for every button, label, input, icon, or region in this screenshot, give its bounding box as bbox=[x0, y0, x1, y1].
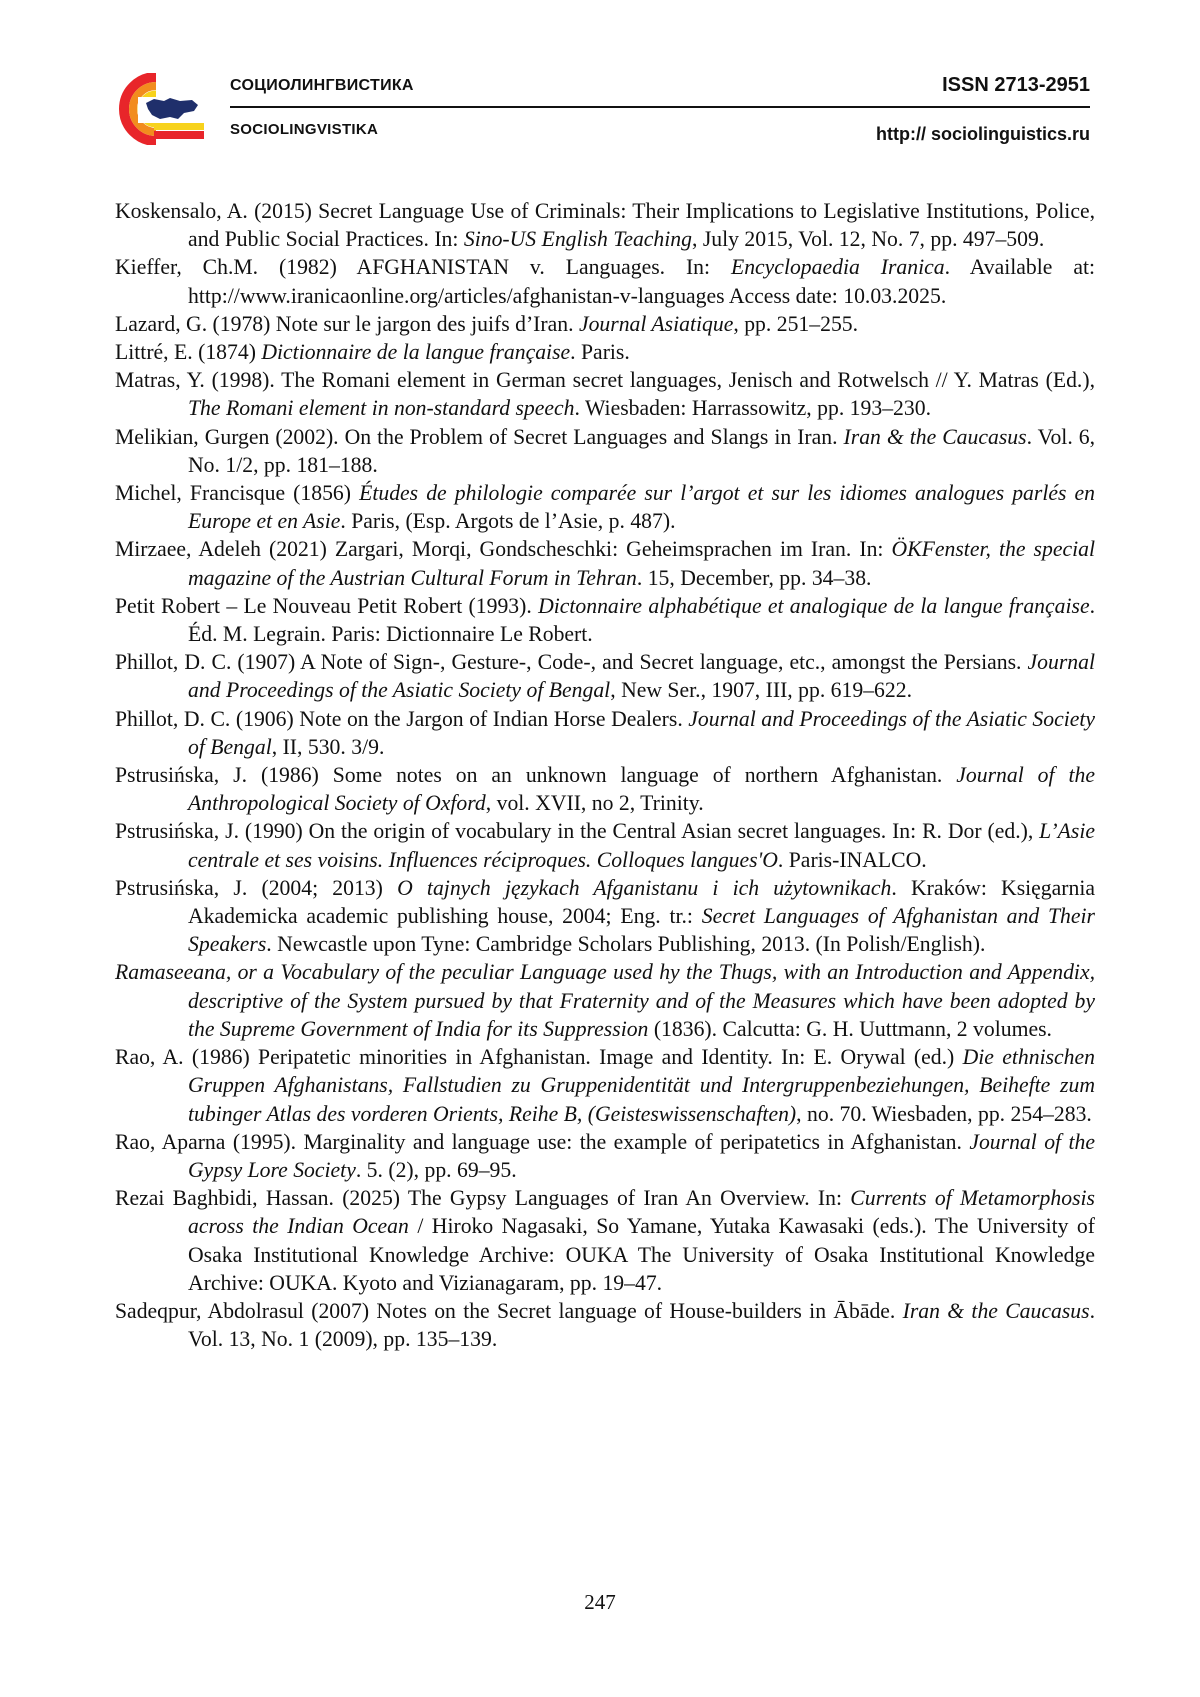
reference-title: Journal and Proceedings of the Asiatic Society of Bengal bbox=[188, 650, 1095, 703]
reference-entry bbox=[115, 761, 1095, 817]
reference-title: O tajnych językach Afganistanu i ich użytownikach bbox=[397, 875, 892, 900]
reference-entry bbox=[115, 535, 1095, 591]
reference-text: . 15, December, pp. 34–38. bbox=[636, 565, 872, 590]
reference-text: . Paris. bbox=[570, 340, 630, 365]
reference-text: Pstrusińska, J. (1986) Some notes on an unknown language of northern Afghanistan. bbox=[115, 763, 957, 788]
reference-text: . Vol. 13, No. 1 (2009), pp. 135–139. bbox=[188, 1298, 1095, 1352]
journal-url[interactable]: http:// sociolinguistics.ru bbox=[875, 124, 1090, 144]
reference-title: L’Asie centrale et ses voisins. Influences réciproques. Colloques langues'O bbox=[188, 819, 1095, 872]
reference-entry bbox=[115, 197, 1095, 253]
reference-entry bbox=[115, 592, 1095, 648]
reference-text: Rao, Aparna (1995). Marginality and language use: the example of peripatetics in Afghanistan. bbox=[115, 1129, 970, 1154]
header-divider bbox=[230, 106, 1090, 108]
reference-title: Sino-US English Teaching bbox=[463, 227, 692, 252]
reference-text: Sadeqpur, Abdolrasul (2007) Notes on the Secret language of House-builders in Ābāde. bbox=[115, 1298, 903, 1323]
reference-title: Currents of Metamorphosis across the Indian Ocean bbox=[188, 1186, 1095, 1239]
reference-entry bbox=[115, 338, 1095, 366]
reference-title: ÖKFenster, the special magazine of the Austrian Cultural Forum in Tehran bbox=[188, 537, 1095, 590]
reference-entry bbox=[115, 817, 1095, 873]
issn-label: ISSN 2713-2951 bbox=[942, 74, 1090, 96]
reference-entry bbox=[115, 1297, 1095, 1353]
reference-text: Phillot, D. C. (1907) A Note of Sign-, Gesture-, Code-, and Secret language, etc., amongst the Persians. bbox=[115, 650, 1028, 675]
reference-title: Études de philologie comparée sur l’argot et sur les idiomes analogues parlés en Europe et en Asie bbox=[188, 481, 1095, 534]
reference-entry bbox=[115, 366, 1095, 422]
reference-title: Iran & the Caucasus bbox=[902, 1298, 1090, 1323]
reference-title: Dictonnaire alphabétique et analogique de la langue française bbox=[538, 593, 1090, 618]
reference-title: Journal and Proceedings of the Asiatic Society of Bengal bbox=[188, 706, 1095, 759]
reference-text: / Hiroko Nagasaki, So Yamane, Yutaka Kawasaki (eds.). The University of Osaka Institutional Knowledge Archive: OUKA The University of Osaka Institutional Knowledge Archive: OUKA. Kyoto and Vizianagaram, pp. 19–47. bbox=[188, 1214, 1095, 1295]
reference-text: . Newcastle upon Tyne: Cambridge Scholars Publishing, 2013. (In Polish/English). bbox=[266, 932, 986, 957]
reference-title: Iran & the Caucasus bbox=[843, 424, 1027, 449]
reference-text: , II, 530. 3/9. bbox=[271, 734, 385, 759]
reference-text: . 5. (2), pp. 69–95. bbox=[355, 1157, 517, 1182]
reference-text: Rao, A. (1986) Peripatetic minorities in Afghanistan. Image and Identity. In: E. Orywal (ed.) bbox=[115, 1045, 963, 1070]
reference-text: . Vol. 6, No. 1/2, pp. 181–188. bbox=[188, 424, 1095, 477]
journal-logo-icon bbox=[110, 73, 208, 145]
reference-title: Die ethnischen Gruppen Afghanistans, Fallstudien zu Gruppenidentität und Intergruppenbeziehungen, Beihefte zum tubinger Atlas des vorderen Orients, Reihe B, (Geisteswissenschaften) bbox=[188, 1045, 1095, 1126]
reference-entry bbox=[115, 648, 1095, 704]
reference-title: Secret Languages of Afghanistan and Their Speakers bbox=[188, 904, 1095, 957]
reference-text: Lazard, G. (1978) Note sur le jargon des juifs d’Iran. bbox=[115, 311, 579, 336]
reference-title: Encyclopaedia Iranica bbox=[730, 255, 945, 280]
reference-text: Matras, Y. (1998). The Romani element in German secret languages, Jenisch and Rotwelsch // Y. Matras (Ed.), bbox=[115, 368, 1095, 393]
reference-text: Rezai Baghbidi, Hassan. (2025) The Gypsy Languages of Iran An Overview. In: bbox=[115, 1186, 851, 1211]
reference-text: , vol. XVII, no 2, Trinity. bbox=[485, 791, 704, 816]
reference-text: (1836). Calcutta: G. H. Uuttmann, 2 volumes. bbox=[648, 1016, 1052, 1041]
reference-text: Michel, Francisque (1856) bbox=[115, 481, 360, 506]
reference-title: The Romani element in non-standard speech bbox=[188, 396, 575, 421]
reference-text: . Kraków: Księgarnia Akademicka academic publishing house, 2004; Eng. tr.: bbox=[188, 875, 1095, 929]
reference-text: , New Ser., 1907, III, pp. 619–622. bbox=[610, 678, 913, 703]
journal-title-english: SOCIOLINGVISTIKA bbox=[230, 121, 379, 138]
reference-text: Littré, E. (1874) bbox=[115, 340, 262, 365]
reference-text: Kieffer, Ch.M. (1982) AFGHANISTAN v. Languages. In: bbox=[115, 255, 731, 280]
reference-text: Phillot, D. C. (1906) Note on the Jargon of Indian Horse Dealers. bbox=[115, 706, 689, 731]
reference-list bbox=[115, 197, 1095, 1353]
reference-entry bbox=[115, 874, 1095, 959]
reference-text: Koskensalo, A. (2015) Secret Language Use of Criminals: Their Implications to Legislative Institutions, Police, and Public Social Practices. In: bbox=[115, 199, 1095, 252]
page-number: 247 bbox=[584, 1590, 616, 1614]
reference-text: Petit Robert – Le Nouveau Petit Robert (1993). bbox=[115, 593, 539, 618]
reference-text: . Wiesbaden: Harrassowitz, pp. 193–230. bbox=[574, 396, 931, 421]
reference-entry bbox=[115, 958, 1095, 1043]
reference-entry bbox=[115, 1043, 1095, 1128]
reference-title: Ramaseeana, or a Vocabulary of the peculiar Language used hy the Thugs, with an Introduction and Appendix, descriptive of the System pursued by that Fraternity and of the Measures which have been adopted by the Supreme Government of India for its Suppression bbox=[115, 960, 1095, 1041]
reference-entry bbox=[115, 253, 1095, 309]
reference-text: Pstrusińska, J. (1990) On the origin of vocabulary in the Central Asian secret languages. In: R. Dor (ed.), bbox=[115, 819, 1040, 844]
reference-text: , pp. 251–255. bbox=[733, 311, 859, 336]
reference-entry bbox=[115, 479, 1095, 535]
journal-title-russian: СОЦИОЛИНГВИСТИКА bbox=[230, 77, 414, 94]
reference-text: , no. 70. Wiesbaden, pp. 254–283. bbox=[796, 1101, 1092, 1126]
reference-entry bbox=[115, 705, 1095, 761]
reference-title: Journal of the Gypsy Lore Society bbox=[188, 1129, 1095, 1182]
reference-entry bbox=[115, 423, 1095, 479]
reference-text: . Paris, (Esp. Argots de l’Asie, p. 487). bbox=[340, 509, 676, 534]
reference-text: . Paris-INALCO. bbox=[777, 847, 927, 872]
reference-entry bbox=[115, 1128, 1095, 1184]
reference-title: Dictionnaire de la langue française bbox=[261, 340, 571, 365]
reference-title: Journal Asiatique bbox=[578, 311, 734, 336]
reference-text: . Available at: http://www.iranicaonline.org/articles/afghanistan-v-languages Access date: 10.03.2025. bbox=[188, 255, 1095, 308]
reference-entry bbox=[115, 310, 1095, 338]
reference-text: , July 2015, Vol. 12, No. 7, pp. 497–509. bbox=[691, 227, 1045, 252]
reference-text: . Éd. M. Legrain. Paris: Dictionnaire Le Robert. bbox=[188, 593, 1095, 647]
reference-text: Mirzaee, Adeleh (2021) Zargari, Morqi, Gondscheschki: Geheimsprachen im Iran. In: bbox=[115, 537, 892, 562]
reference-entry bbox=[115, 1184, 1095, 1297]
reference-title: Journal of the Anthropological Society of Oxford bbox=[188, 763, 1095, 816]
reference-text: Melikian, Gurgen (2002). On the Problem of Secret Languages and Slangs in Iran. bbox=[115, 424, 844, 449]
reference-text: Pstrusińska, J. (2004; 2013) bbox=[115, 875, 398, 900]
